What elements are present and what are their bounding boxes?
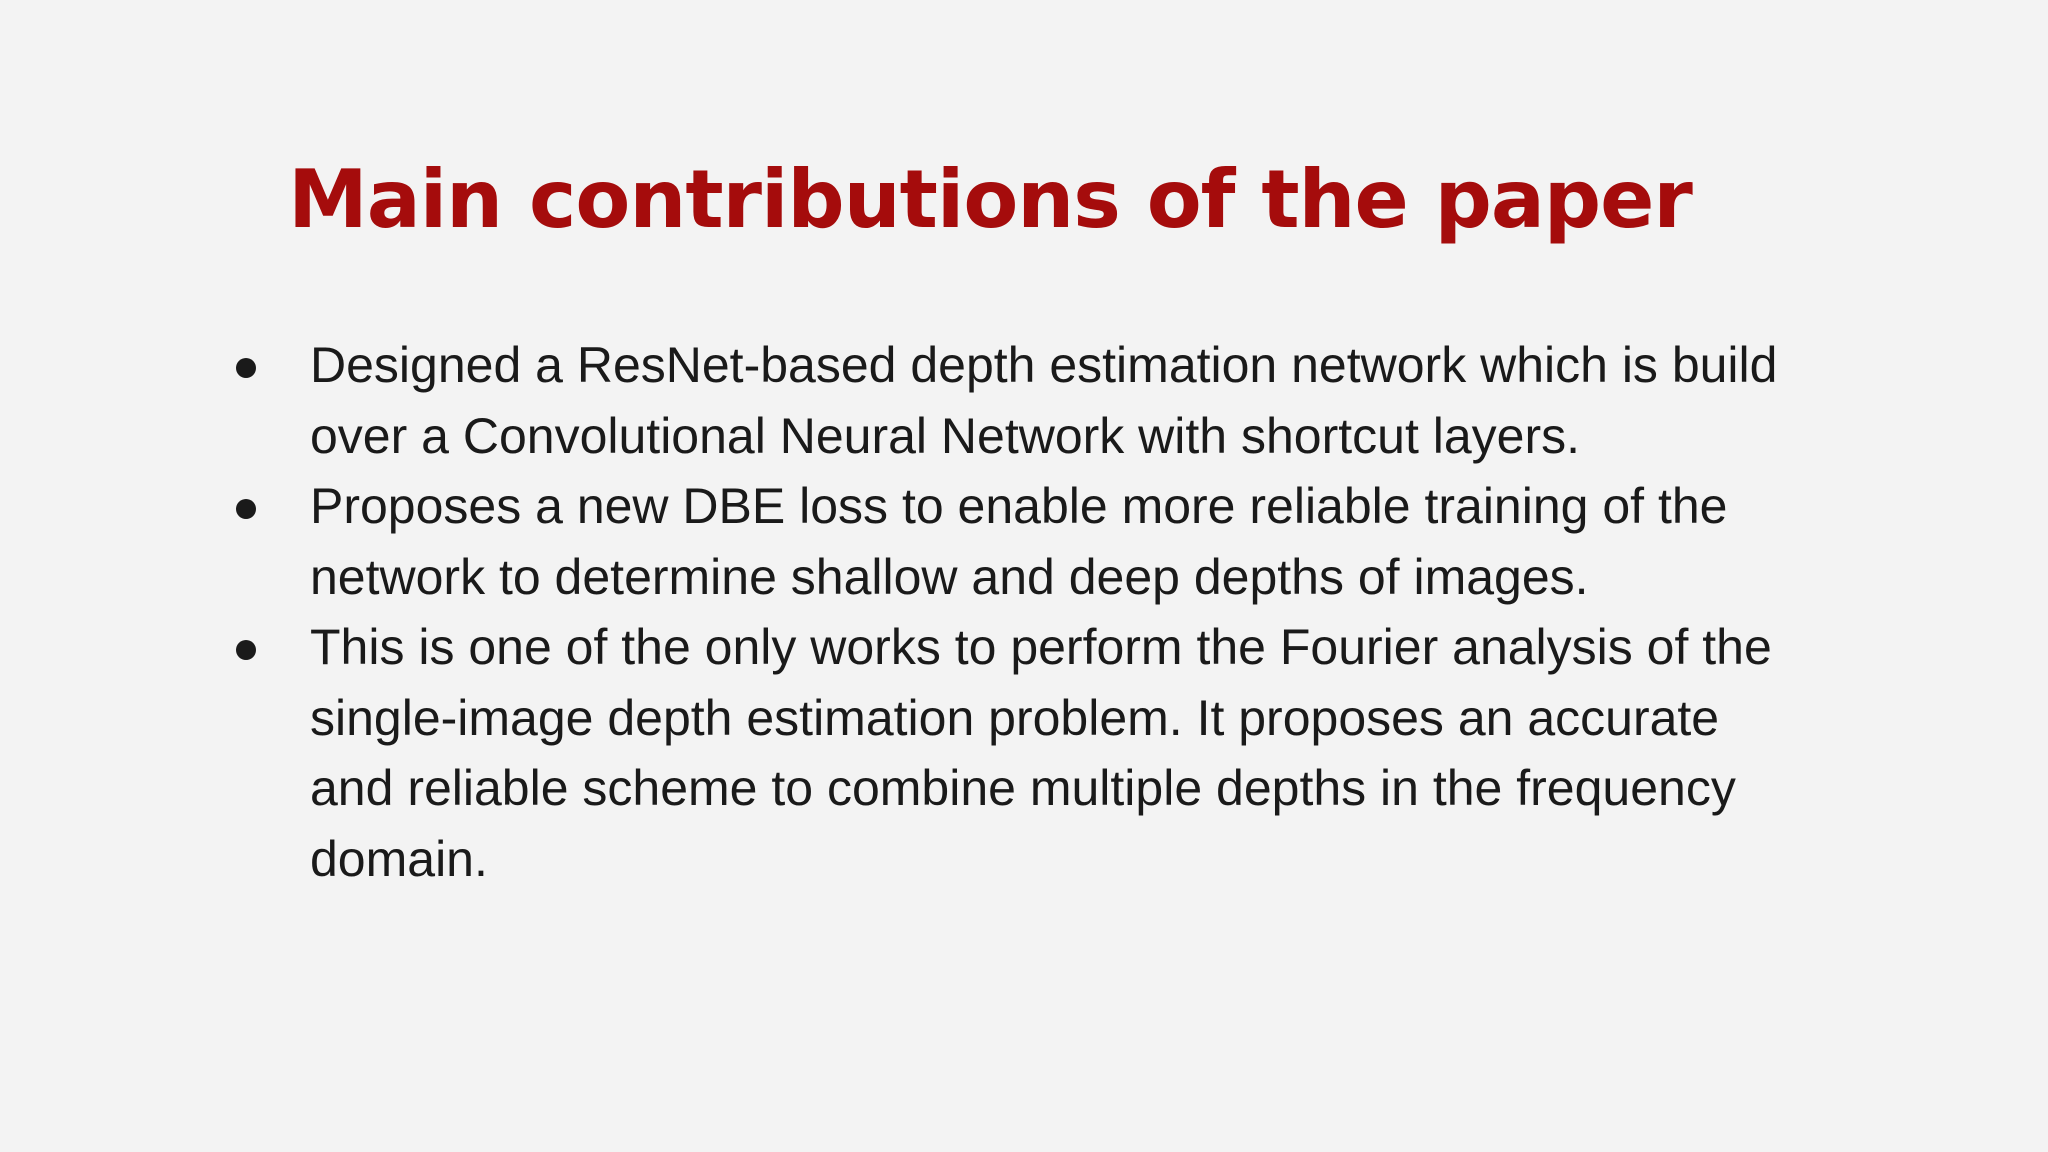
bullet-dot-icon	[236, 640, 256, 660]
bullet-item	[230, 471, 1810, 612]
bullet-dot-icon	[236, 358, 256, 378]
bullet-text: Proposes a new DBE loss to enable more reliable training of the network to determine shallow and deep depths of images.	[310, 478, 1728, 605]
slide-title: Main contributions of the paper	[288, 153, 1692, 246]
bullet-item	[230, 612, 1810, 894]
bullet-text: Designed a ResNet-based depth estimation network which is build over a Convolutional Neural Network with shortcut layers.	[310, 337, 1778, 464]
bullet-dot-icon	[236, 499, 256, 519]
bullet-list	[230, 330, 1810, 894]
bullet-item	[230, 330, 1810, 471]
bullet-text: This is one of the only works to perform the Fourier analysis of the single-image depth estimation problem. It proposes an accurate and reliable scheme to combine multiple depths in the frequency domain.	[310, 619, 1772, 887]
